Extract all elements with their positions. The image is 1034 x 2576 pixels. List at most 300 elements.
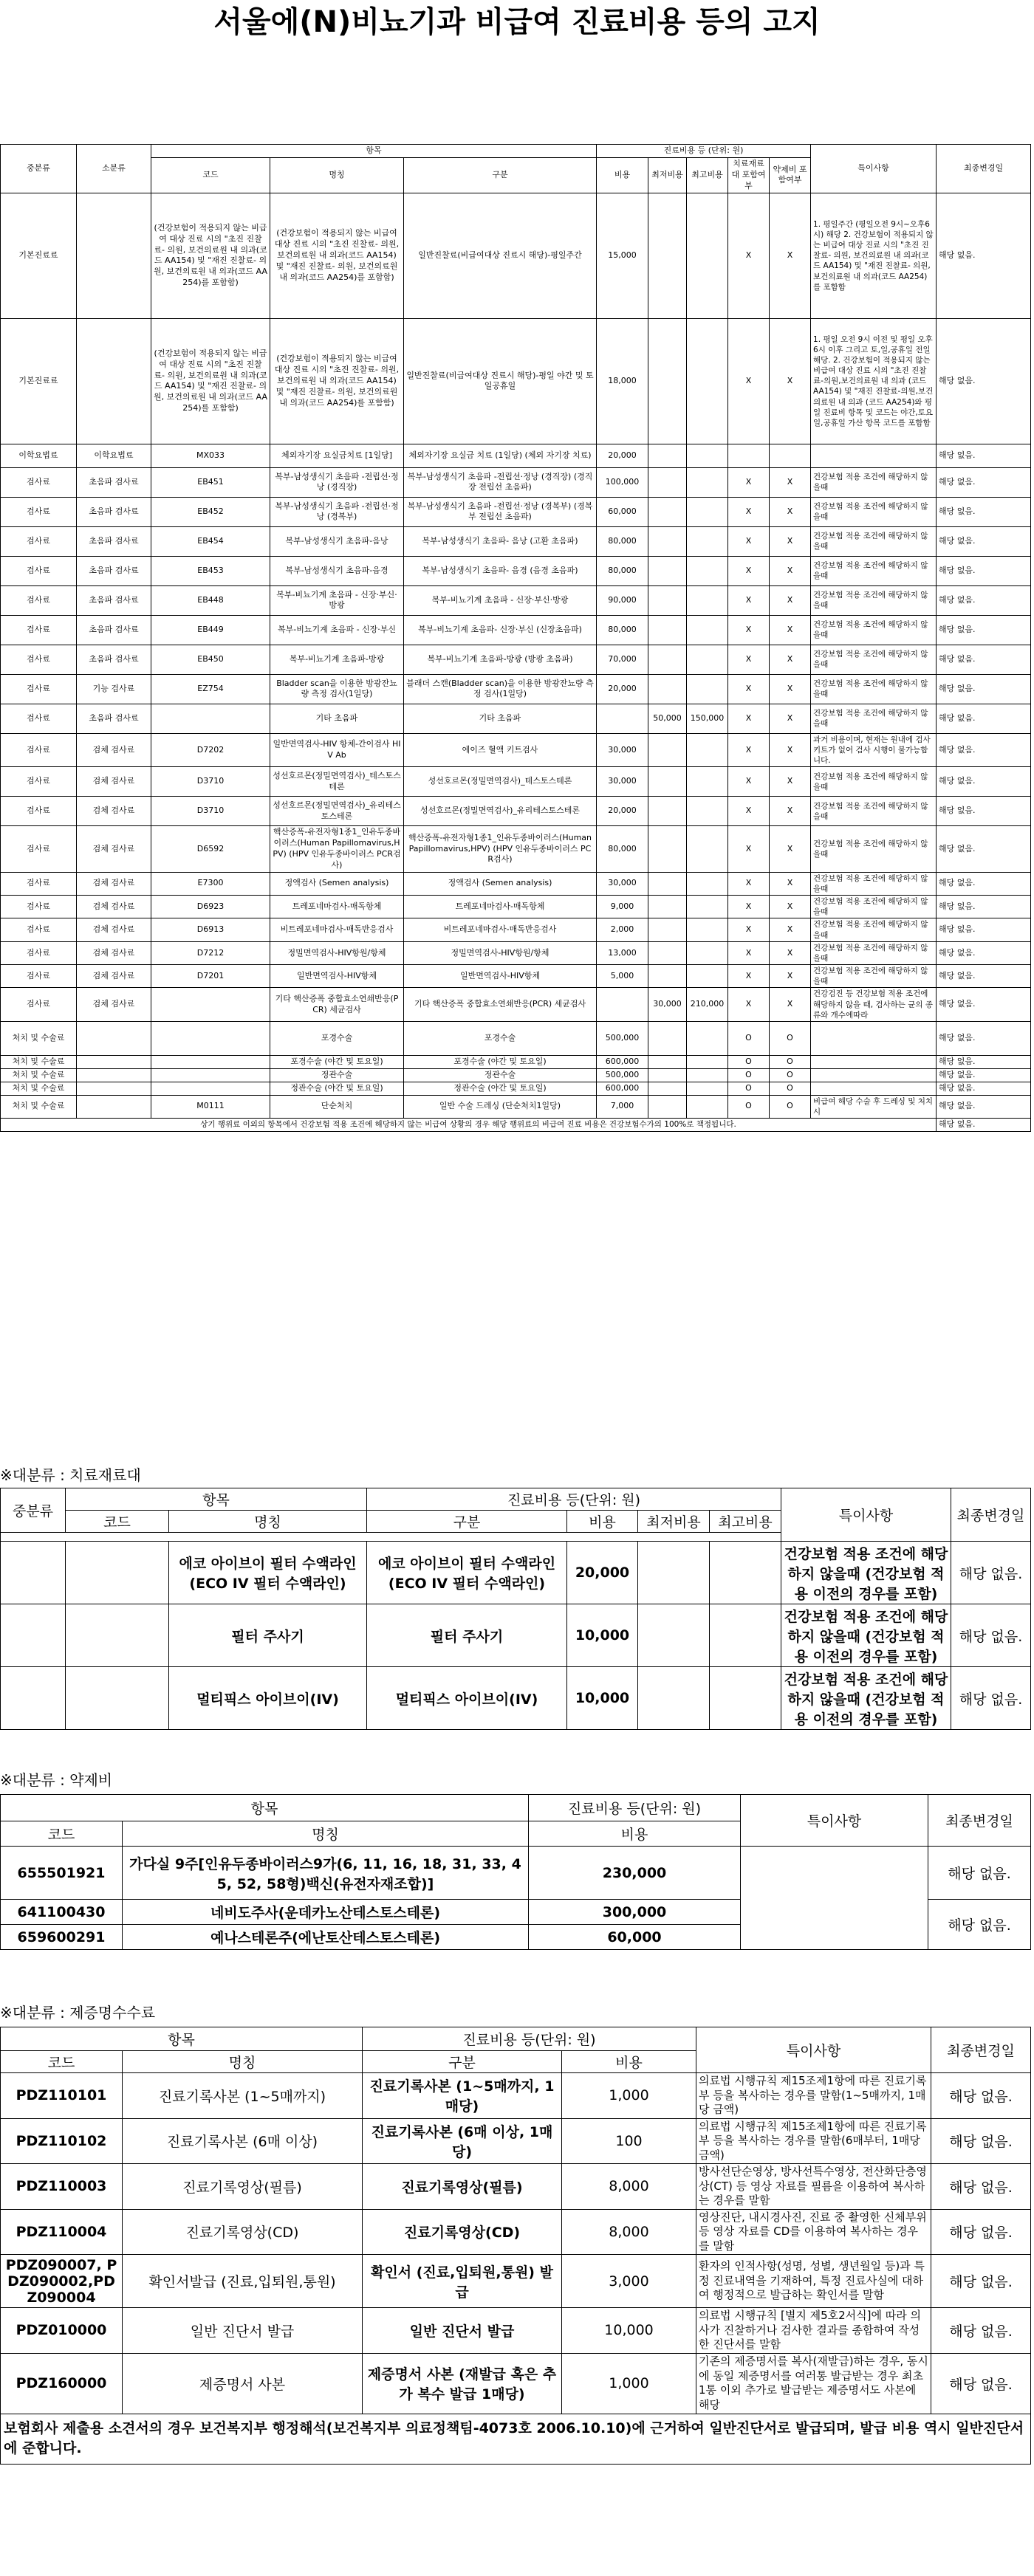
changed-cell: 해당 없음. [937,674,1031,704]
material-cell: O [728,1021,770,1055]
major-cell: 검사료 [1,467,77,497]
material-cell: X [728,704,770,733]
drug-cell [770,444,811,467]
changed-cell: 해당 없음. [931,2209,1031,2255]
max-cell [687,797,728,826]
name-cell: 트레포네마검사-매독항체 [270,896,404,918]
name-cell: 네비도주사(운데카노산테스토스테론) [123,1900,529,1925]
special-cell: 건강보험 적용 조건에 해당하지 않을때 [811,556,937,585]
section-title-materials: ※대분류 : 치료재료대 [0,1466,141,1484]
name-cell: 일반면역검사-HIV항체 [270,965,404,988]
drug-cell: X [770,193,811,318]
material-cell: X [728,556,770,585]
table-row [1,1847,1031,1900]
special-cell: 의료법 시행규칙 제15조제1항에 따른 진료기록부 등을 복사하는 경우를 말함(6매부터, 1매당 금액) [696,2118,931,2164]
material-cell: X [728,733,770,767]
header-special: 특이사항 [781,1488,951,1542]
min-cell [648,497,687,526]
gubun-cell: 일반진찰료(비급여대상 진료시 해당)-평일주간 [404,193,597,318]
table-row [1,1095,1031,1118]
min-cell [648,826,687,872]
special-cell: 건강보험 적용 조건에 해당하지 않을때 [811,674,937,704]
max-cell [687,918,728,941]
header-major: 중분류 [1,1488,66,1533]
material-cell: O [728,1068,770,1082]
special-cell: 1. 평일 오전 9시 이전 및 평일 오후 6시 이후 그리고 토,일,공휴일 전일 해당. 2. 건강보험이 적용되지 않는 비급여 대상 진료 시의 "초진 진찰료-의원,보건의료원 내 의과 (코드 AA154) 및 "재진 진찰료-의원,보건의료원 내 의과 (코드 AA254)와 평일 진료비 항목 및 코드는 야간,토요일,공휴일 가산 항목 코드를 포함함 [811,318,937,444]
material-cell: X [728,872,770,895]
name-cell: 복부-남성생식기 초음파-음경 [270,556,404,585]
min-cell [648,872,687,895]
max-cell [687,1082,728,1095]
table-row [1,1021,1031,1055]
name-cell: 정관수술 (야간 및 토요일) [270,1082,404,1095]
changed-cell: 해당 없음. [937,1068,1031,1082]
price-cell: 100 [562,2118,696,2164]
gubun-cell: 블래더 스캔(Bladder scan)을 이용한 방광잔뇨량 측정 검사(1일당) [404,674,597,704]
major-cell: 검사료 [1,767,77,797]
material-cell: X [728,526,770,556]
price-cell: 30,000 [597,767,648,797]
min-cell [648,965,687,988]
gubun-cell: 핵산증폭-유전자형1종1_인유두종바이러스(Human Papillomavirus,HPV) (HPV 인유두종바이러스 PCR검사) [404,826,597,872]
code-cell: EB449 [151,615,270,645]
fee-table [0,144,1031,1132]
material-cell: X [728,467,770,497]
fee-table-body [1,193,1031,1131]
code-cell: MX033 [151,444,270,467]
certificates-section [0,2027,1034,2465]
special-cell: 과거 비용이며, 현재는 원내에 검사키트가 없어 검사 시행이 불가능합니다. [811,733,937,767]
table-row [1,2118,1031,2164]
gubun-cell: 정액검사 (Semen analysis) [404,872,597,895]
table-row [1,941,1031,964]
name-cell: 복부-비뇨기계 초음파 - 신장·부신 [270,615,404,645]
header-price: 비용 [562,2051,696,2073]
minor-cell: 검체 검사료 [77,733,151,767]
max-cell [687,674,728,704]
table-row [1,896,1031,918]
insurance-notice: 보험회사 제출용 소견서의 경우 보건복지부 행정해석(보건복지부 의료정책팀-4073호 2006.10.10)에 근거하여 일반진단서로 발급되며, 발급 비용 역시 일반진단서에 준합니다. [1,2414,1031,2464]
special-cell: 건강보험 적용 조건에 해당하지 않을때 [811,645,937,674]
price-cell: 8,000 [562,2209,696,2255]
table-row [1,2255,1031,2308]
drug-cell: X [770,674,811,704]
header-drug: 약제비 포함여부 [770,157,811,193]
changed-cell: 해당 없음. [937,556,1031,585]
min-cell [648,1082,687,1095]
changed-cell: 해당 없음. [937,1095,1031,1118]
min-cell [648,556,687,585]
price-cell: 13,000 [597,941,648,964]
minor-cell: 초음파 검사료 [77,645,151,674]
material-cell: O [728,1082,770,1095]
gubun-cell: 정밀면역검사-HIV항원/항체 [404,941,597,964]
changed-cell: 해당 없음. [937,1021,1031,1055]
changed-cell: 해당 없음. [937,497,1031,526]
drug-cell: X [770,826,811,872]
name-cell: 일반 진단서 발급 [123,2308,363,2354]
price-cell: 5,000 [597,965,648,988]
max-cell: 210,000 [687,988,728,1022]
material-cell: X [728,615,770,645]
materials-section [0,1488,1034,1730]
major-cell: 검사료 [1,797,77,826]
table-row [1,615,1031,645]
minor-cell: 초음파 검사료 [77,615,151,645]
changed-cell: 해당 없음. [931,2073,1031,2119]
header-code: 코드 [66,1511,169,1533]
price-cell: 500,000 [597,1068,648,1082]
drug-cell: O [770,1021,811,1055]
changed-cell: 해당 없음. [931,2255,1031,2308]
changed-cell: 해당 없음. [937,826,1031,872]
name-cell: 정액검사 (Semen analysis) [270,872,404,895]
fee-table-section [0,144,1034,1132]
changed-cell: 해당 없음. [937,444,1031,467]
special-cell: 건강보험 적용 조건에 해당하지 않을때 [811,941,937,964]
min-cell [638,1667,710,1730]
name-cell: 성선호르몬(정밀면역검사)_유리테스토스테론 [270,797,404,826]
gubun-cell: 진료기록영상(CD) [363,2209,562,2255]
changed-cell: 해당 없음. [937,896,1031,918]
max-cell [687,645,728,674]
max-cell [687,497,728,526]
certificates-table [0,2027,1031,2465]
changed-cell: 해당 없음. [937,965,1031,988]
special-cell: 의료법 시행규칙 제15조제1항에 따른 진료기록부 등을 복사하는 경우를 말함(1~5매까지, 1매당 금액) [696,2073,931,2119]
materials-table-body [1,1542,1031,1730]
changed-cell: 해당 없음. [937,918,1031,941]
changed-cell: 해당 없음. [937,193,1031,318]
table-row [1,1542,1031,1604]
special-cell: 건강보험 적용 조건에 해당하지 않을때 [811,826,937,872]
drug-cell: O [770,1068,811,1082]
changed-cell: 해당 없음. [937,1118,1031,1131]
code-cell: 641100430 [1,1900,123,1925]
gubun-cell: 일반 수술 드레싱 (단순처치1일당) [404,1095,597,1118]
header-cost: 진료비용 등(단위: 원) [363,2027,696,2051]
special-cell [811,1055,937,1068]
minor-cell: 검체 검사료 [77,988,151,1022]
gubun-cell: 정관수술 [404,1068,597,1082]
code-cell [66,1604,169,1667]
changed-cell: 해당 없음. [937,585,1031,615]
name-cell: 기타 핵산증폭 중합효소연쇄반응(PCR) 세균검사 [270,988,404,1022]
minor-cell [77,318,151,444]
gubun-cell: 포경수술 [404,1021,597,1055]
gubun-cell: 복부-비뇨기계 초음파- 신장·부신 (신장초음파) [404,615,597,645]
special-cell: 건강보험 적용 조건에 해당하지 않을때 (건강보험 적용 이전의 경우를 포함) [781,1667,951,1730]
gubun-cell: 복부-비뇨기계 초음파-방광 (방광 초음파) [404,645,597,674]
minor-cell: 검체 검사료 [77,767,151,797]
minor-cell [77,1068,151,1082]
min-cell [648,767,687,797]
max-cell [687,1095,728,1118]
table-row [1,318,1031,444]
code-cell: 655501921 [1,1847,123,1900]
header-name: 명칭 [123,1821,529,1847]
price-cell: 1,000 [562,2353,696,2414]
max-cell [687,556,728,585]
material-cell: X [728,826,770,872]
special-cell: 1. 평일주간 (평일오전 9시~오후6시) 해당 2. 건강보험이 적용되지 않는 비급여 대상 진료 시의 "초진 진찰료- 의원, 보건의료원 내 의과(코드 AA154) 및 "재진 진찰료- 의원, 보건의료원 내 의과(코드 AA254)를 포함함 [811,193,937,318]
name-cell: 확인서발급 (진료,입퇴원,통원) [123,2255,363,2308]
changed-cell: 해당 없음. [951,1667,1031,1730]
price-cell: 1,000 [562,2073,696,2119]
price-cell: 80,000 [597,615,648,645]
min-cell [648,1068,687,1082]
code-cell: EB450 [151,645,270,674]
min-cell [648,585,687,615]
code-cell: PDZ010000 [1,2308,123,2354]
header-code: 코드 [1,2051,123,2073]
gubun-cell: 복부-남성생식기 초음파- 음낭 (고환 초음파) [404,526,597,556]
table-row [1,444,1031,467]
minor-cell [77,193,151,318]
header-item: 항목 [151,145,597,158]
table-row [1,193,1031,318]
changed-cell: 해당 없음. [937,872,1031,895]
drug-cell: X [770,988,811,1022]
table-row [1,704,1031,733]
header-gubun: 구분 [404,157,597,193]
minor-cell [77,1082,151,1095]
major-cell: 처치 및 수술료 [1,1095,77,1118]
major-cell: 검사료 [1,497,77,526]
min-cell [648,318,687,444]
header-special: 특이사항 [741,1795,928,1847]
code-cell: EB451 [151,467,270,497]
changed-cell: 해당 없음. [937,526,1031,556]
table-row [1,2353,1031,2414]
table-row [1,2073,1031,2119]
material-cell: X [728,965,770,988]
minor-cell: 이학요법료 [77,444,151,467]
major-cell: 검사료 [1,556,77,585]
table-row [1,497,1031,526]
header-major: 중분류 [1,145,77,193]
name-cell: 복부-남성생식기 초음파 -전립선·정낭 (경복부) [270,497,404,526]
gubun-cell: 에코 아이브이 필터 수액라인 (ECO IV 필터 수액라인) [367,1542,567,1604]
max-cell [687,526,728,556]
max-cell [687,444,728,467]
material-cell: X [728,896,770,918]
special-cell: 영상진단, 내시경사진, 진료 중 촬영한 신체부위 등 영상 자료를 CD를 이용하여 복사하는 경우를 말함 [696,2209,931,2255]
table-row [1,872,1031,895]
changed-cell: 해당 없음. [951,1542,1031,1604]
code-cell: PDZ110101 [1,2073,123,2119]
price-cell: 15,000 [597,193,648,318]
max-cell [687,318,728,444]
major-cell: 검사료 [1,526,77,556]
code-cell: D3710 [151,767,270,797]
price-cell: 230,000 [529,1847,741,1900]
major-cell: 검사료 [1,733,77,767]
special-cell: 건강보험 적용 조건에 해당하지 않을때 (건강보험 적용 이전의 경우를 포함) [781,1604,951,1667]
price-cell: 10,000 [567,1604,638,1667]
major-cell: 처치 및 수술료 [1,1055,77,1068]
code-cell: D7212 [151,941,270,964]
price-cell: 30,000 [597,872,648,895]
gubun-cell: 일반진찰료(비급여대상 진료시 해당)-평일 야간 및 토일공휴일 [404,318,597,444]
min-cell [648,193,687,318]
major-cell: 검사료 [1,674,77,704]
special-cell: 건강보험 적용 조건에 해당하지 않을때 [811,872,937,895]
header-price: 비용 [567,1511,638,1533]
price-cell [597,704,648,733]
table-row [1,556,1031,585]
changed-cell: 해당 없음. [951,1604,1031,1667]
header-cost: 진료비용 등 (단위: 원) [597,145,811,158]
changed-cell: 해당 없음. [937,318,1031,444]
major-cell: 검사료 [1,826,77,872]
name-cell: 정관수술 [270,1068,404,1082]
table-row [1,674,1031,704]
special-cell: 건강보험 적용 조건에 해당하지 않을때 [811,918,937,941]
code-cell: 659600291 [1,1925,123,1950]
gubun-cell: 복부-비뇨기계 초음파 - 신장·부신·방광 [404,585,597,615]
changed-cell: 해당 없음. [937,797,1031,826]
certificates-table-body [1,2073,1031,2414]
price-cell: 9,000 [597,896,648,918]
gubun-cell: 필터 주사기 [367,1604,567,1667]
price-cell: 80,000 [597,526,648,556]
gubun-cell: 트레포네마검사-매독항체 [404,896,597,918]
name-cell: 포경수술 (야간 및 토요일) [270,1055,404,1068]
drug-cell: O [770,1095,811,1118]
footnote-row [1,1118,1031,1131]
price-cell: 60,000 [529,1925,741,1950]
code-cell: (건강보험이 적용되지 않는 비급여 대상 진료 시의 "초진 진찰료- 의원, 보건의료원 내 의과(코드 AA154) 및 "재진 진찰료- 의원, 보건의료원 내 의과(코드 AA254)를 포함함) [151,193,270,318]
material-cell: X [728,585,770,615]
max-cell [710,1667,781,1730]
min-cell [638,1542,710,1604]
name-cell: 복부-남성생식기 초음파-음낭 [270,526,404,556]
name-cell: 성선호르몬(정밀면역검사)_테스토스테론 [270,767,404,797]
table-row [1,1068,1031,1082]
header-changed: 최종변경일 [928,1795,1031,1847]
code-cell [66,1542,169,1604]
min-cell [648,645,687,674]
page-title: 서울에(N)비뇨기과 비급여 진료비용 등의 고지 [213,5,821,39]
special-cell: 건강보험 적용 조건에 해당하지 않을때 [811,896,937,918]
footnote-text: 상기 행위료 이외의 항목에서 건강보험 적용 조건에 해당하지 않는 비급여 상황의 경우 해당 행위료의 비급여 진료 비용은 건강보험수가의 100%로 책정됩니다. [1,1118,937,1131]
name-cell: 기타 초음파 [270,704,404,733]
gubun-cell: 기타 초음파 [404,704,597,733]
drug-cell: X [770,896,811,918]
min-cell [638,1604,710,1667]
gubun-cell: 일반 진단서 발급 [363,2308,562,2354]
drug-cell: X [770,497,811,526]
material-cell: O [728,1055,770,1068]
name-cell: 진료기록영상(필름) [123,2164,363,2210]
price-cell [597,988,648,1022]
max-cell [687,941,728,964]
gubun-cell: 에이즈 혈액 키트검사 [404,733,597,767]
price-cell: 90,000 [597,585,648,615]
minor-cell: 검체 검사료 [77,872,151,895]
special-cell [811,1082,937,1095]
code-cell [66,1667,169,1730]
gubun-cell: 진료기록영상(필름) [363,2164,562,2210]
code-cell: E7300 [151,872,270,895]
major-cell [1,1604,66,1667]
gubun-cell: 성선호르몬(정밀면역검사)_테스토스테론 [404,767,597,797]
name-cell: 비트레포네마검사-매독반응검사 [270,918,404,941]
code-cell: EB453 [151,556,270,585]
special-cell: 건강보험 적용 조건에 해당하지 않을때 [811,965,937,988]
price-cell: 70,000 [597,645,648,674]
header-price: 비용 [597,157,648,193]
table-row [1,1604,1031,1667]
gubun-cell: 기타 핵산증폭 중합효소연쇄반응(PCR) 세균검사 [404,988,597,1022]
table-row [1,918,1031,941]
header-cost: 진료비용 등(단위: 원) [367,1488,781,1511]
code-cell: D6923 [151,896,270,918]
changed-cell: 해당 없음. [937,704,1031,733]
table-row [1,988,1031,1022]
drug-cell: X [770,918,811,941]
max-cell [710,1542,781,1604]
code-cell: EB452 [151,497,270,526]
header-code: 코드 [151,157,270,193]
max-cell [687,965,728,988]
minor-cell: 검체 검사료 [77,941,151,964]
header-cost: 진료비용 등(단위: 원) [529,1795,741,1821]
price-cell: 20,000 [597,797,648,826]
table-row [1,2308,1031,2354]
material-cell: X [728,797,770,826]
special-cell: 건강보험 적용 조건에 해당하지 않을때 (건강보험 적용 이전의 경우를 포함) [781,1542,951,1604]
gubun-cell: 멀티픽스 아이브이(IV) [367,1667,567,1730]
table-row [1,585,1031,615]
gubun-cell: 복부-남성생식기 초음파 -전립선·정낭 (경직장) (경직장 전립선 초음파) [404,467,597,497]
price-cell: 300,000 [529,1900,741,1925]
code-cell: D3710 [151,797,270,826]
code-cell: (건강보험이 적용되지 않는 비급여 대상 진료 시의 "초진 진찰료- 의원, 보건의료원 내 의과(코드 AA154) 및 "재진 진찰료- 의원, 보건의료원 내 의과(코드 AA254)를 포함함) [151,318,270,444]
special-cell: 건강보험 적용 조건에 해당하지 않을때 [811,767,937,797]
max-cell: 150,000 [687,704,728,733]
code-cell: PDZ090007, PDZ090002,PDZ090004 [1,2255,123,2308]
max-cell [687,896,728,918]
major-cell: 검사료 [1,941,77,964]
material-cell: X [728,645,770,674]
header-special: 특이사항 [811,145,937,193]
table-row [1,2209,1031,2255]
major-cell: 검사료 [1,896,77,918]
gubun-cell: 일반면역검사-HIV항체 [404,965,597,988]
major-cell: 검사료 [1,585,77,615]
changed-cell: 해당 없음. [931,2353,1031,2414]
header-special: 특이사항 [696,2027,931,2073]
code-cell: PDZ110102 [1,2118,123,2164]
major-cell [1,1542,66,1604]
code-cell: EB448 [151,585,270,615]
price-cell: 100,000 [597,467,648,497]
header-code: 코드 [1,1821,123,1847]
special-cell: 건강보험 적용 조건에 해당하지 않을때 [811,615,937,645]
name-cell: 제증명서 사본 [123,2353,363,2414]
major-cell: 기본진료료 [1,318,77,444]
changed-cell: 해당 없음. [928,1847,1031,1900]
special-cell [741,1847,928,1950]
header-changed: 최종변경일 [937,145,1031,193]
drug-cell: X [770,585,811,615]
changed-cell: 해당 없음. [937,733,1031,767]
changed-cell: 해당 없음. [937,1055,1031,1068]
special-cell [811,444,937,467]
special-cell: 건강보험 적용 조건에 해당하지 않을때 [811,526,937,556]
